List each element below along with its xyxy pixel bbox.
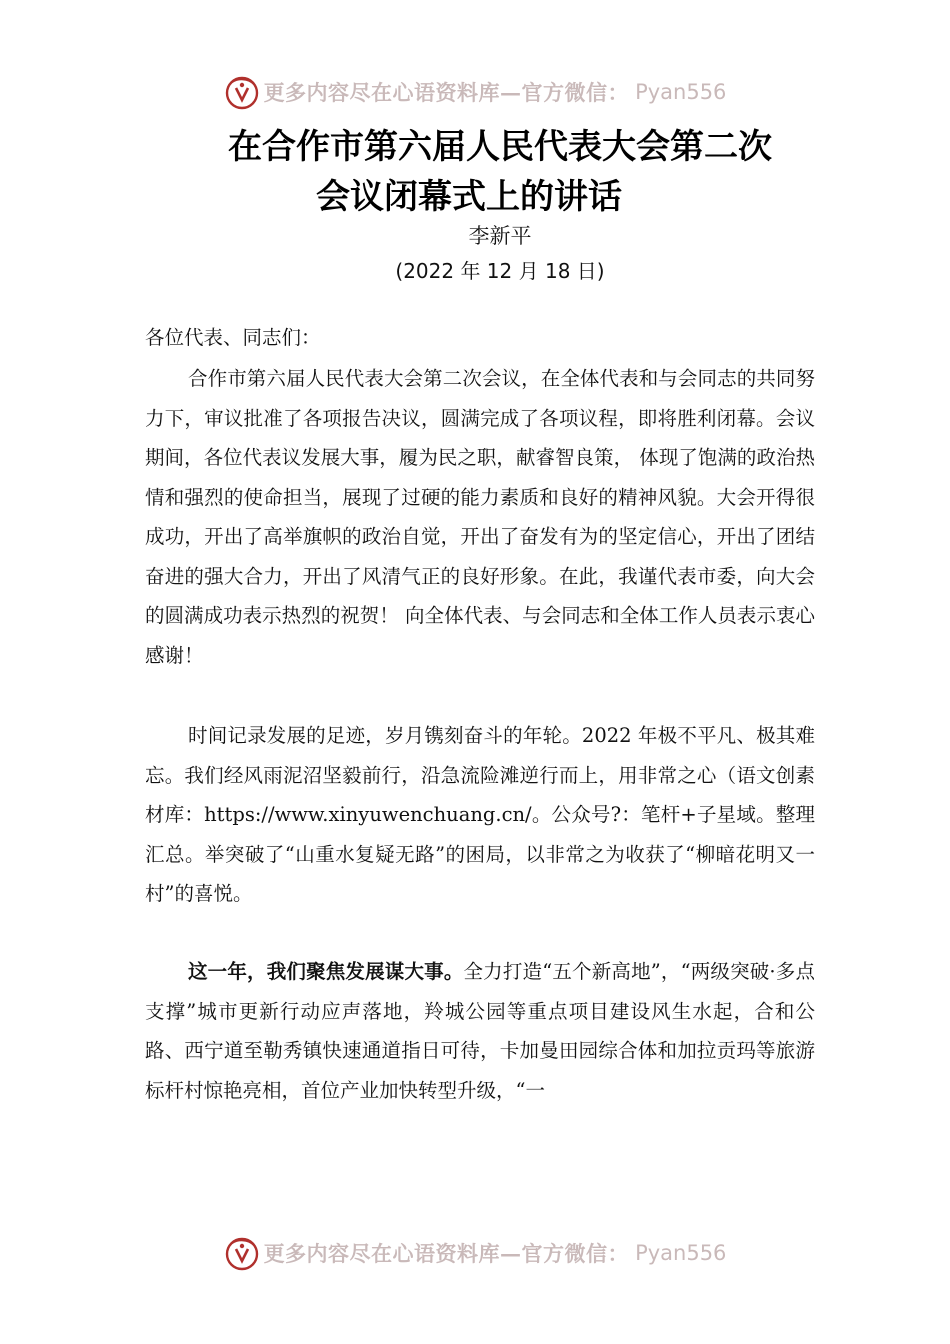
brand-logo-icon (224, 1235, 260, 1271)
paragraph-2-text: 时间记录发展的足迹，岁月镌刻奋斗的年轮。2022 年极不平凡、极其难忘。我们经风雨泥沼坚毅前行，沿急流险滩逆行而上，用非常之心（语文创素材库：https://www.xinyuwenchuang.cn/。公众号?：笔杆+子星域。整理汇总。举突破了“山重水复疑无路”的困局，以非常之为收获了“柳暗花明又一村”的喜悦。 (145, 724, 815, 905)
document-title (228, 122, 848, 222)
banner-contact-id: Pyan556 (635, 1241, 727, 1265)
banner-text: 更多内容尽在心语资料库—官方微信： (263, 1241, 630, 1266)
title-line-1: 在合作市第六届人民代表大会第二次 (228, 127, 772, 167)
banner-text: 更多内容尽在心语资料库—官方微信： (263, 80, 630, 105)
footer-banner (0, 1233, 950, 1273)
paragraph-1-text: 合作市第六届人民代表大会第二次会议，在全体代表和与会同志的共同努力下，审议批准了各项报告决议，圆满完成了各项议程，即将胜利闭幕。会议期间，各位代表议发展大事，履为民之职，献睿智良策， 体现了饱满的政治热情和强烈的使命担当，展现了过硬的能力素质和良好的精神风貌。大会开得很成功，开出了高举旗帜的政治自觉，开出了奋发有为的坚定信心，开出了团结奋进的强大合力，开出了风清气正的良好形象。在此，我谨代表市委，向大会的圆满成功表示热烈的祝贺！ 向全体代表、与会同志和全体工作人员表示衷心感谢！ (145, 367, 815, 667)
salutation: 各位代表、同志们： (145, 326, 321, 349)
paragraph-2 (145, 716, 815, 914)
speech-date: (2022 年 12 月 18 日) (395, 259, 605, 283)
paragraph-3-lead: 这一年，我们聚焦发展谋大事。 (188, 960, 464, 983)
paragraph-1 (145, 359, 815, 675)
paragraph-3 (145, 952, 815, 1110)
title-line-2: 会议闭幕式上的讲话 (316, 177, 622, 217)
brand-logo-icon (224, 74, 260, 110)
banner-contact-id: Pyan556 (635, 80, 727, 104)
paragraph-3-text: 全力打造“五个新高地”，“两级突破·多点支撑”城市更新行动应声落地，羚城公园等重点项目建设风生水起，合和公路、西宁道至勒秀镇快速通道指日可待，卡加曼田园综合体和加拉贡玛等旅游标杆村惊艳亮相，首位产业加快转型升级，“一 (145, 960, 815, 1102)
author: 李新平 (468, 224, 532, 248)
header-banner (0, 72, 950, 112)
